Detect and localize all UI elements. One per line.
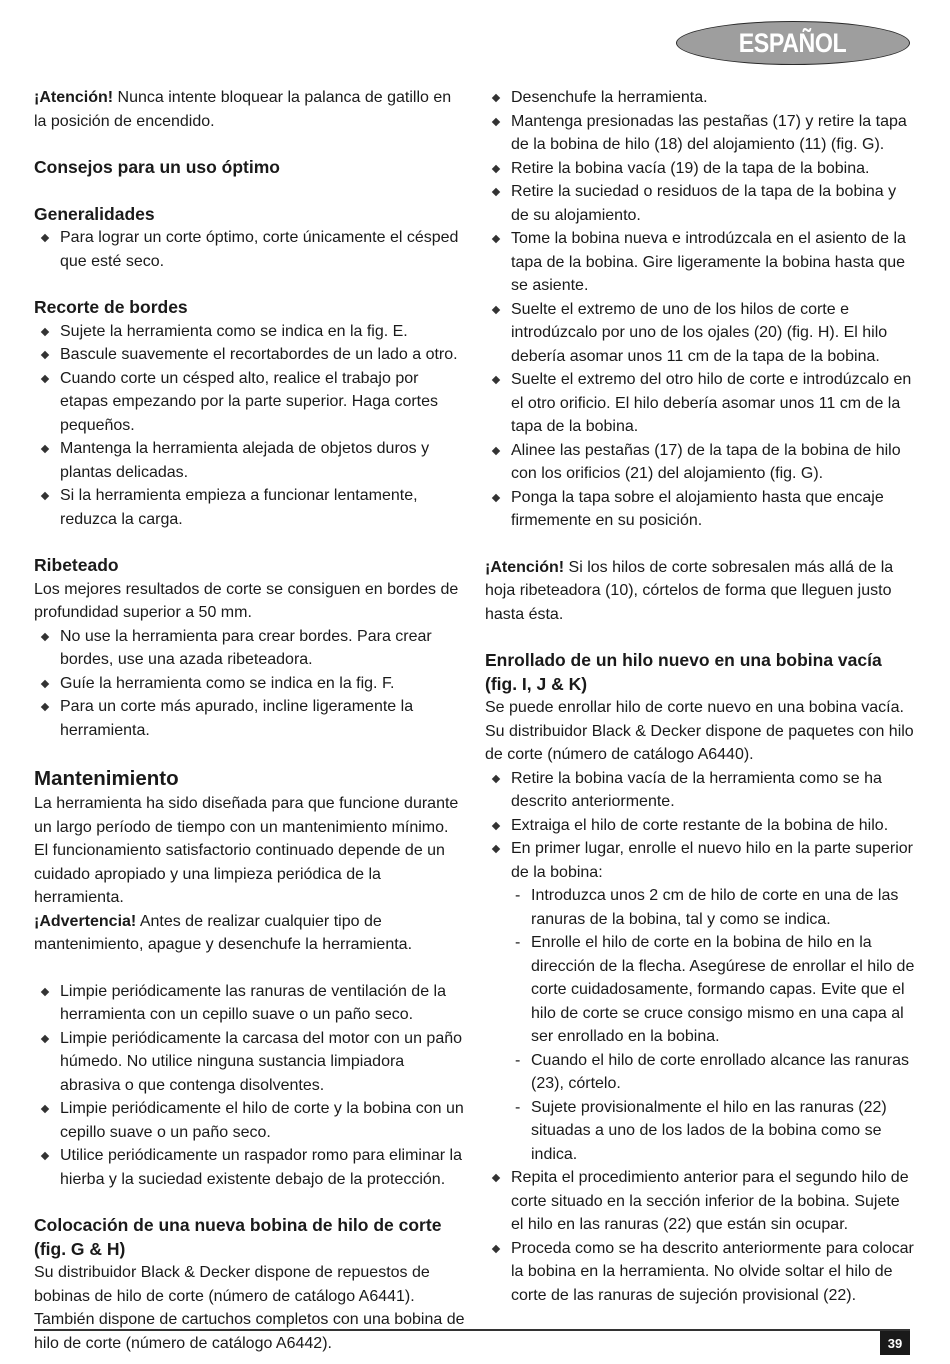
maintenance-heading: Mantenimiento [34, 767, 179, 790]
right-column [485, 86, 915, 1307]
page-number: 39 [880, 1331, 910, 1355]
list-item: Para lograr un corte óptimo, corte únicamente el césped que esté seco. [34, 226, 466, 273]
language-tab [676, 21, 910, 65]
list-item: Limpie periódicamente el hilo de corte y la bobina con un cepillo suave o un paño seco. [34, 1097, 466, 1144]
sub-list-item: - Sujete provisionalmente el hilo en las ranuras (22) situadas a uno de los lados de la bobina como se indica. [485, 1096, 915, 1167]
list-item: Si la herramienta empieza a funcionar lentamente, reduzca la carga. [34, 484, 466, 531]
general-heading: Generalidades [34, 203, 155, 224]
list-item: Extraiga el hilo de corte restante de la bobina de hilo. [485, 814, 915, 838]
rewind-text: Se puede enrollar hilo de corte nuevo en una bobina vacía. Su distribuidor Black & Decker dispone de paquetes con hilo de corte (número de catálogo A6440). [485, 699, 914, 763]
left-column [34, 86, 466, 1355]
list-item: Bascule suavemente el recortabordes de un lado a otro. [34, 343, 466, 367]
footer-divider [34, 1329, 910, 1331]
sub-list-item: - Cuando el hilo de corte enrollado alcance las ranuras (23), córtelo. [485, 1049, 915, 1096]
trimming-heading: Ribeteado [34, 555, 119, 575]
maintenance-text: La herramienta ha sido diseñada para que funcione durante un largo período de tiempo con un mantenimiento mínimo. El funcionamiento satisfactorio continuado depende de un cuidado apropiado y una limpieza periódica de la herramienta. [34, 795, 459, 906]
list-item: Para un corte más apurado, incline ligeramente la herramienta. [34, 695, 466, 742]
list-item: En primer lugar, enrolle el nuevo hilo en la parte superior de la bobina: [485, 837, 915, 884]
warning-trigger: ¡Atención! Nunca intente bloquear la palanca de gatillo en la posición de encendido. [34, 89, 452, 130]
rewind-heading: Enrollado de un hilo nuevo en una bobina vacía (fig. I, J & K) [485, 650, 882, 694]
list-item: Alinee las pestañas (17) de la tapa de la bobina de hilo con los orificios (21) del alojamiento (fig. G). [485, 439, 915, 486]
list-item: Ponga la tapa sobre el alojamiento hasta que encaje firmemente en su posición. [485, 486, 915, 533]
list-item: Cuando corte un césped alto, realice el trabajo por etapas empezando por la parte superior. Haga cortes pequeños. [34, 367, 466, 438]
list-item: Proceda como se ha descrito anteriormente para colocar la bobina en la herramienta. No olvide soltar el hilo de corte de las ranuras de sujeción provisional (22). [485, 1237, 915, 1308]
sub-list-item: - Enrolle el hilo de corte en la bobina de hilo en la dirección de la flecha. Asegúrese de enrollar el hilo de corte cuidadosamente, formando capas. Evite que el hilo de corte se cruce consigo mismo en una capa al ser enrollado en la bobina. [485, 931, 915, 1049]
list-item: Suelte el extremo del otro hilo de corte e introdúzcalo en el otro orificio. El hilo debería asomar unos 11 cm de la tapa de la bobina. [485, 368, 915, 439]
list-item: Retire la bobina vacía (19) de la tapa de la bobina. [485, 157, 915, 181]
list-item: Repita el procedimiento anterior para el segundo hilo de corte situado en la sección inferior de la bobina. Sujete el hilo en las ranuras (22) que están sin ocupar. [485, 1166, 915, 1237]
list-item: Limpie periódicamente la carcasa del motor con un paño húmedo. No utilice ninguna sustancia limpiadora abrasiva o que contenga disolventes. [34, 1027, 466, 1098]
edging-heading: Recorte de bordes [34, 297, 188, 317]
list-item: Mantenga presionadas las pestañas (17) y retire la tapa de la bobina de hilo (18) del alojamiento (11) (fig. G). [485, 110, 915, 157]
list-item: Tome la bobina nueva e introdúzcala en el asiento de la tapa de la bobina. Gire ligeramente la bobina hasta que se asiente. [485, 227, 915, 298]
trimming-text: Los mejores resultados de corte se consiguen en bordes de profundidad superior a 50 mm. [34, 580, 459, 621]
maintenance-warning: ¡Advertencia! Antes de realizar cualquier tipo de mantenimiento, apague y desenchufe la herramienta. [34, 912, 413, 953]
list-item: Guíe la herramienta como se indica en la fig. F. [34, 672, 466, 696]
list-item: Limpie periódicamente las ranuras de ventilación de la herramienta con un cepillo suave o un paño seco. [34, 980, 466, 1027]
list-item: Desenchufe la herramienta. [485, 86, 915, 110]
list-item: Mantenga la herramienta alejada de objetos duros y plantas delicadas. [34, 437, 466, 484]
sub-list-item: - Introduzca unos 2 cm de hilo de corte en una de las ranuras de la bobina, tal y como se indica. [485, 884, 915, 931]
list-item: No use la herramienta para crear bordes. Para crear bordes, use una azada ribeteadora. [34, 625, 466, 672]
spool-heading: Colocación de una nueva bobina de hilo de corte (fig. G & H) [34, 1215, 442, 1259]
list-item: Sujete la herramienta como se indica en la fig. E. [34, 320, 466, 344]
language-label: ESPAÑOL [739, 27, 847, 58]
spool-text: Su distribuidor Black & Decker dispone de repuestos de bobinas de hilo de corte (número de catálogo A6441). También dispone de cartuchos completos con una bobina de hilo de corte (número de catálogo A6442). [34, 1264, 465, 1352]
list-item: Retire la bobina vacía de la herramienta como se ha descrito anteriormente. [485, 767, 915, 814]
warning-line-length: ¡Atención! Si los hilos de corte sobresalen más allá de la hoja ribeteadora (10), córtelos de forma que lleguen justo hasta ésta. [485, 558, 894, 623]
list-item: Suelte el extremo de uno de los hilos de corte e introdúzcalo por uno de los ojales (20) (fig. H). El hilo debería asomar unos 11 cm de la tapa de la bobina. [485, 298, 915, 369]
list-item: Retire la suciedad o residuos de la tapa de la bobina y de su alojamiento. [485, 180, 915, 227]
tips-heading: Consejos para un uso óptimo [34, 157, 280, 177]
list-item: Utilice periódicamente un raspador romo para eliminar la hierba y la suciedad existente debajo de la protección. [34, 1144, 466, 1191]
